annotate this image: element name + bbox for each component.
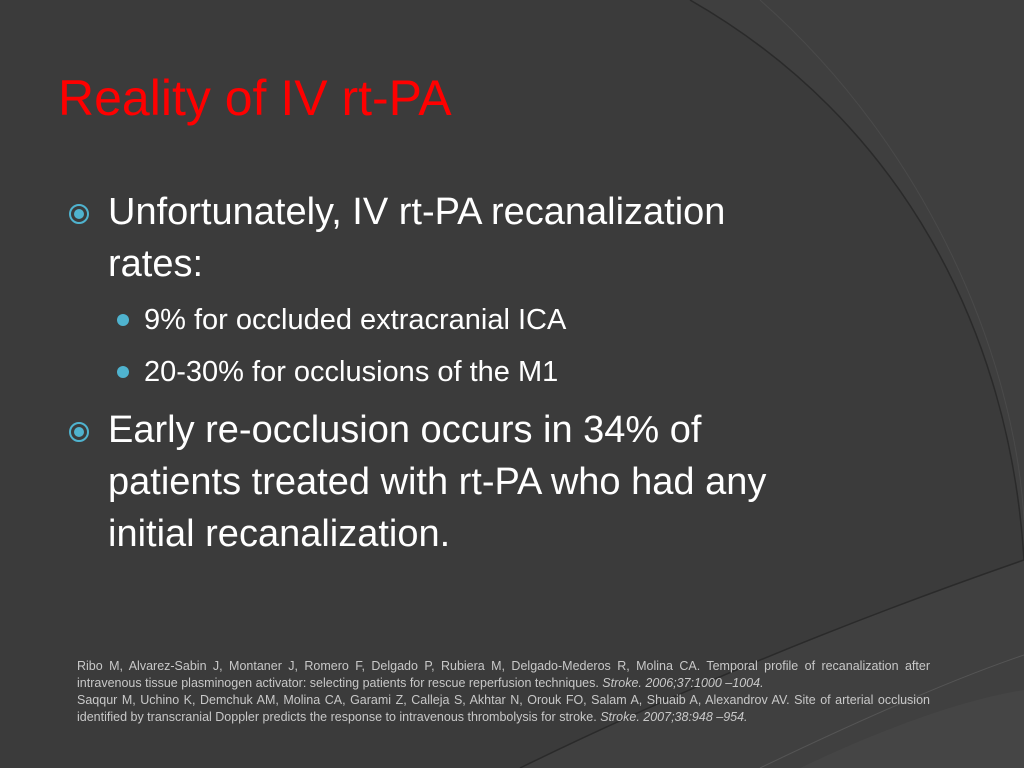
reference-2-body: Saqqur M, Uchino K, Demchuk AM, Molina CA, Garami Z, Calleja S, Akhtar N, Orouk FO, Salam A, Shuaib A, Alexandrov AV. Site of arterial occlusion identified by transcranial Doppler predicts the response to intravenous thrombolysis for stroke.	[77, 693, 930, 724]
bullet-1-line-2: rates:	[108, 243, 204, 285]
slide-title: Reality of IV rt-PA	[58, 70, 452, 126]
reference-1-body: Ribo M, Alvarez-Sabin J, Montaner J, Romero F, Delgado P, Rubiera M, Delgado-Mederos R, Molina CA. Temporal profile of recanalization after intravenous tissue plasminogen activator: selecting patients for rescue reperfusion techniques.	[77, 659, 930, 690]
dot-icon	[117, 366, 129, 378]
sub-bullet-1: 9% for occluded extracranial ICA	[144, 304, 567, 336]
target-circle-icon	[68, 421, 90, 443]
bullet-2-line-3: initial recanalization.	[108, 513, 451, 555]
reference-2	[77, 692, 930, 726]
target-circle-icon	[68, 203, 90, 225]
dot-icon	[117, 314, 129, 326]
reference-1-citation: Stroke. 2006;37:1000 –1004.	[602, 676, 764, 690]
references	[77, 658, 930, 726]
bullet-2-line-1: Early re-occlusion occurs in 34% of	[108, 409, 702, 451]
reference-1	[77, 658, 930, 692]
bullet-1-line-1: Unfortunately, IV rt-PA recanalization	[108, 191, 726, 233]
reference-2-citation: Stroke. 2007;38:948 –954.	[600, 710, 748, 724]
sub-bullet-2: 20-30% for occlusions of the M1	[144, 356, 559, 388]
bullet-2-line-2: patients treated with rt-PA who had any	[108, 461, 767, 503]
